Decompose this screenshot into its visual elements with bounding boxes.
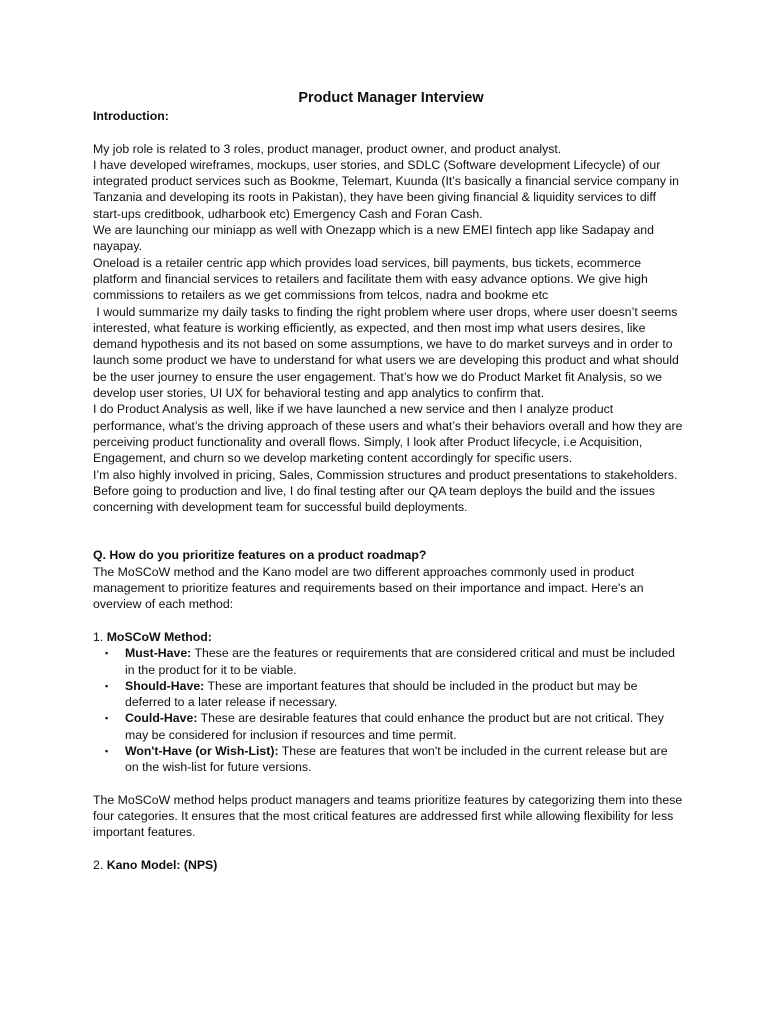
list-item-text: These are features that won't be included in the current release but are on the wish-list for future versions. — [125, 743, 668, 775]
moscow-heading — [93, 629, 683, 645]
list-item-text: These are important features that should be included in the product but may be deferred to a later release if necessary. — [125, 678, 638, 710]
list-item — [105, 710, 683, 743]
list-item-text: These are the features or requirements that are considered critical and must be included in the product for it to be viable. — [125, 646, 675, 677]
list-item — [105, 645, 683, 678]
square-bullet-icon: ▪ — [105, 745, 109, 756]
list-item-text: These are desirable features that could enhance the product but are not critical. They may be considered for inclusion if resources and time permit. — [125, 711, 664, 742]
moscow-number: 1. — [93, 629, 104, 644]
square-bullet-icon: ▪ — [105, 713, 109, 724]
intro-paragraph: I’m also highly involved in pricing, Sales, Commission structures and product presentations to stakeholders. — [93, 467, 678, 482]
intro-heading: Introduction: — [93, 109, 169, 123]
square-bullet-icon: ▪ — [105, 648, 109, 659]
document-title: Product Manager Interview — [298, 90, 484, 106]
kano-number: 2. — [93, 858, 104, 873]
intro-paragraph: My job role is related to 3 roles, product manager, product owner, and product analyst. — [93, 141, 562, 156]
list-item — [105, 743, 683, 776]
intro-paragraph: I do Product Analysis as well, like if we have launched a new service and then I analyze product performance, what’s the driving approach of these users and what’s their behaviors overall and how they are perceiving product functionality and overall flows. Simply, I look after Product lifecycle, i.e Acquisition, Engagement, and churn so we develop marketing content accordingly for specific users. — [93, 402, 683, 466]
question-heading: Q. How do you prioritize features on a product roadmap? — [93, 548, 427, 563]
list-item-term: Must-Have: — [125, 646, 192, 661]
answer-intro: The MoSCoW method and the Kano model are two different approaches commonly used in product management to prioritize features and requirements based on their importance and impact. Here's an overview of each method: — [93, 564, 644, 612]
intro-paragraph: Oneload is a retailer centric app which provides load services, bill payments, bus tickets, ecommerce platform and financial services to retailers and facilitate them with easy advance options. We give high commissions to retailers as we get commissions from telcos, nadra and bookme etc — [93, 255, 648, 303]
intro-paragraph: Before going to production and live, I do final testing after our QA team deploys the build and the issues concerning with development team for successful build deployments. — [93, 483, 655, 515]
intro-paragraph: We are launching our miniapp as well with Onezapp which is a new EMEI fintech app like Sadapay and nayapay. — [93, 223, 654, 254]
document-page — [93, 88, 683, 873]
moscow-summary: The MoSCoW method helps product managers and teams prioritize features by categorizing them into these four categories. It ensures that the most critical features are addressed first while allowing flexibility for less important features. — [93, 792, 683, 840]
list-item-term: Won't-Have (or Wish-List): — [125, 743, 279, 758]
square-bullet-icon: ▪ — [105, 680, 109, 691]
moscow-list — [93, 645, 683, 775]
list-item — [105, 678, 683, 711]
intro-paragraph: I would summarize my daily tasks to finding the right problem where user drops, where user doesn’t seems interested, what feature is working efficiently, as expected, and then most imp what users desires, like demand hypothesis and its not based on some assumptions, we have to do market surveys and in order to launch some product we have to understand for what users we are developing this product and what should be the user journey to ensure the user engagement. That’s how we do Product Market fit Analysis, so we develop user stories, UI UX for behavioral testing and app analytics to confirm that. — [93, 304, 683, 401]
intro-paragraph: I have developed wireframes, mockups, user stories, and SDLC (Software development Lifecycle) of our integrated product services such as Bookme, Telemart, Kuunda (It’s basically a financial service company in Tanzania and developing its roots in Pakistan), they have been giving financial & liquidity services to diff start-ups creditbook, udharbook etc) Emergency Cash and Foran Cash. — [93, 157, 679, 221]
list-item-term: Should-Have: — [125, 678, 205, 693]
list-item-term: Could-Have: — [125, 711, 198, 726]
kano-title: Kano Model: (NPS) — [106, 858, 218, 873]
moscow-title: MoSCoW Method: — [106, 629, 212, 644]
kano-heading — [93, 857, 683, 873]
